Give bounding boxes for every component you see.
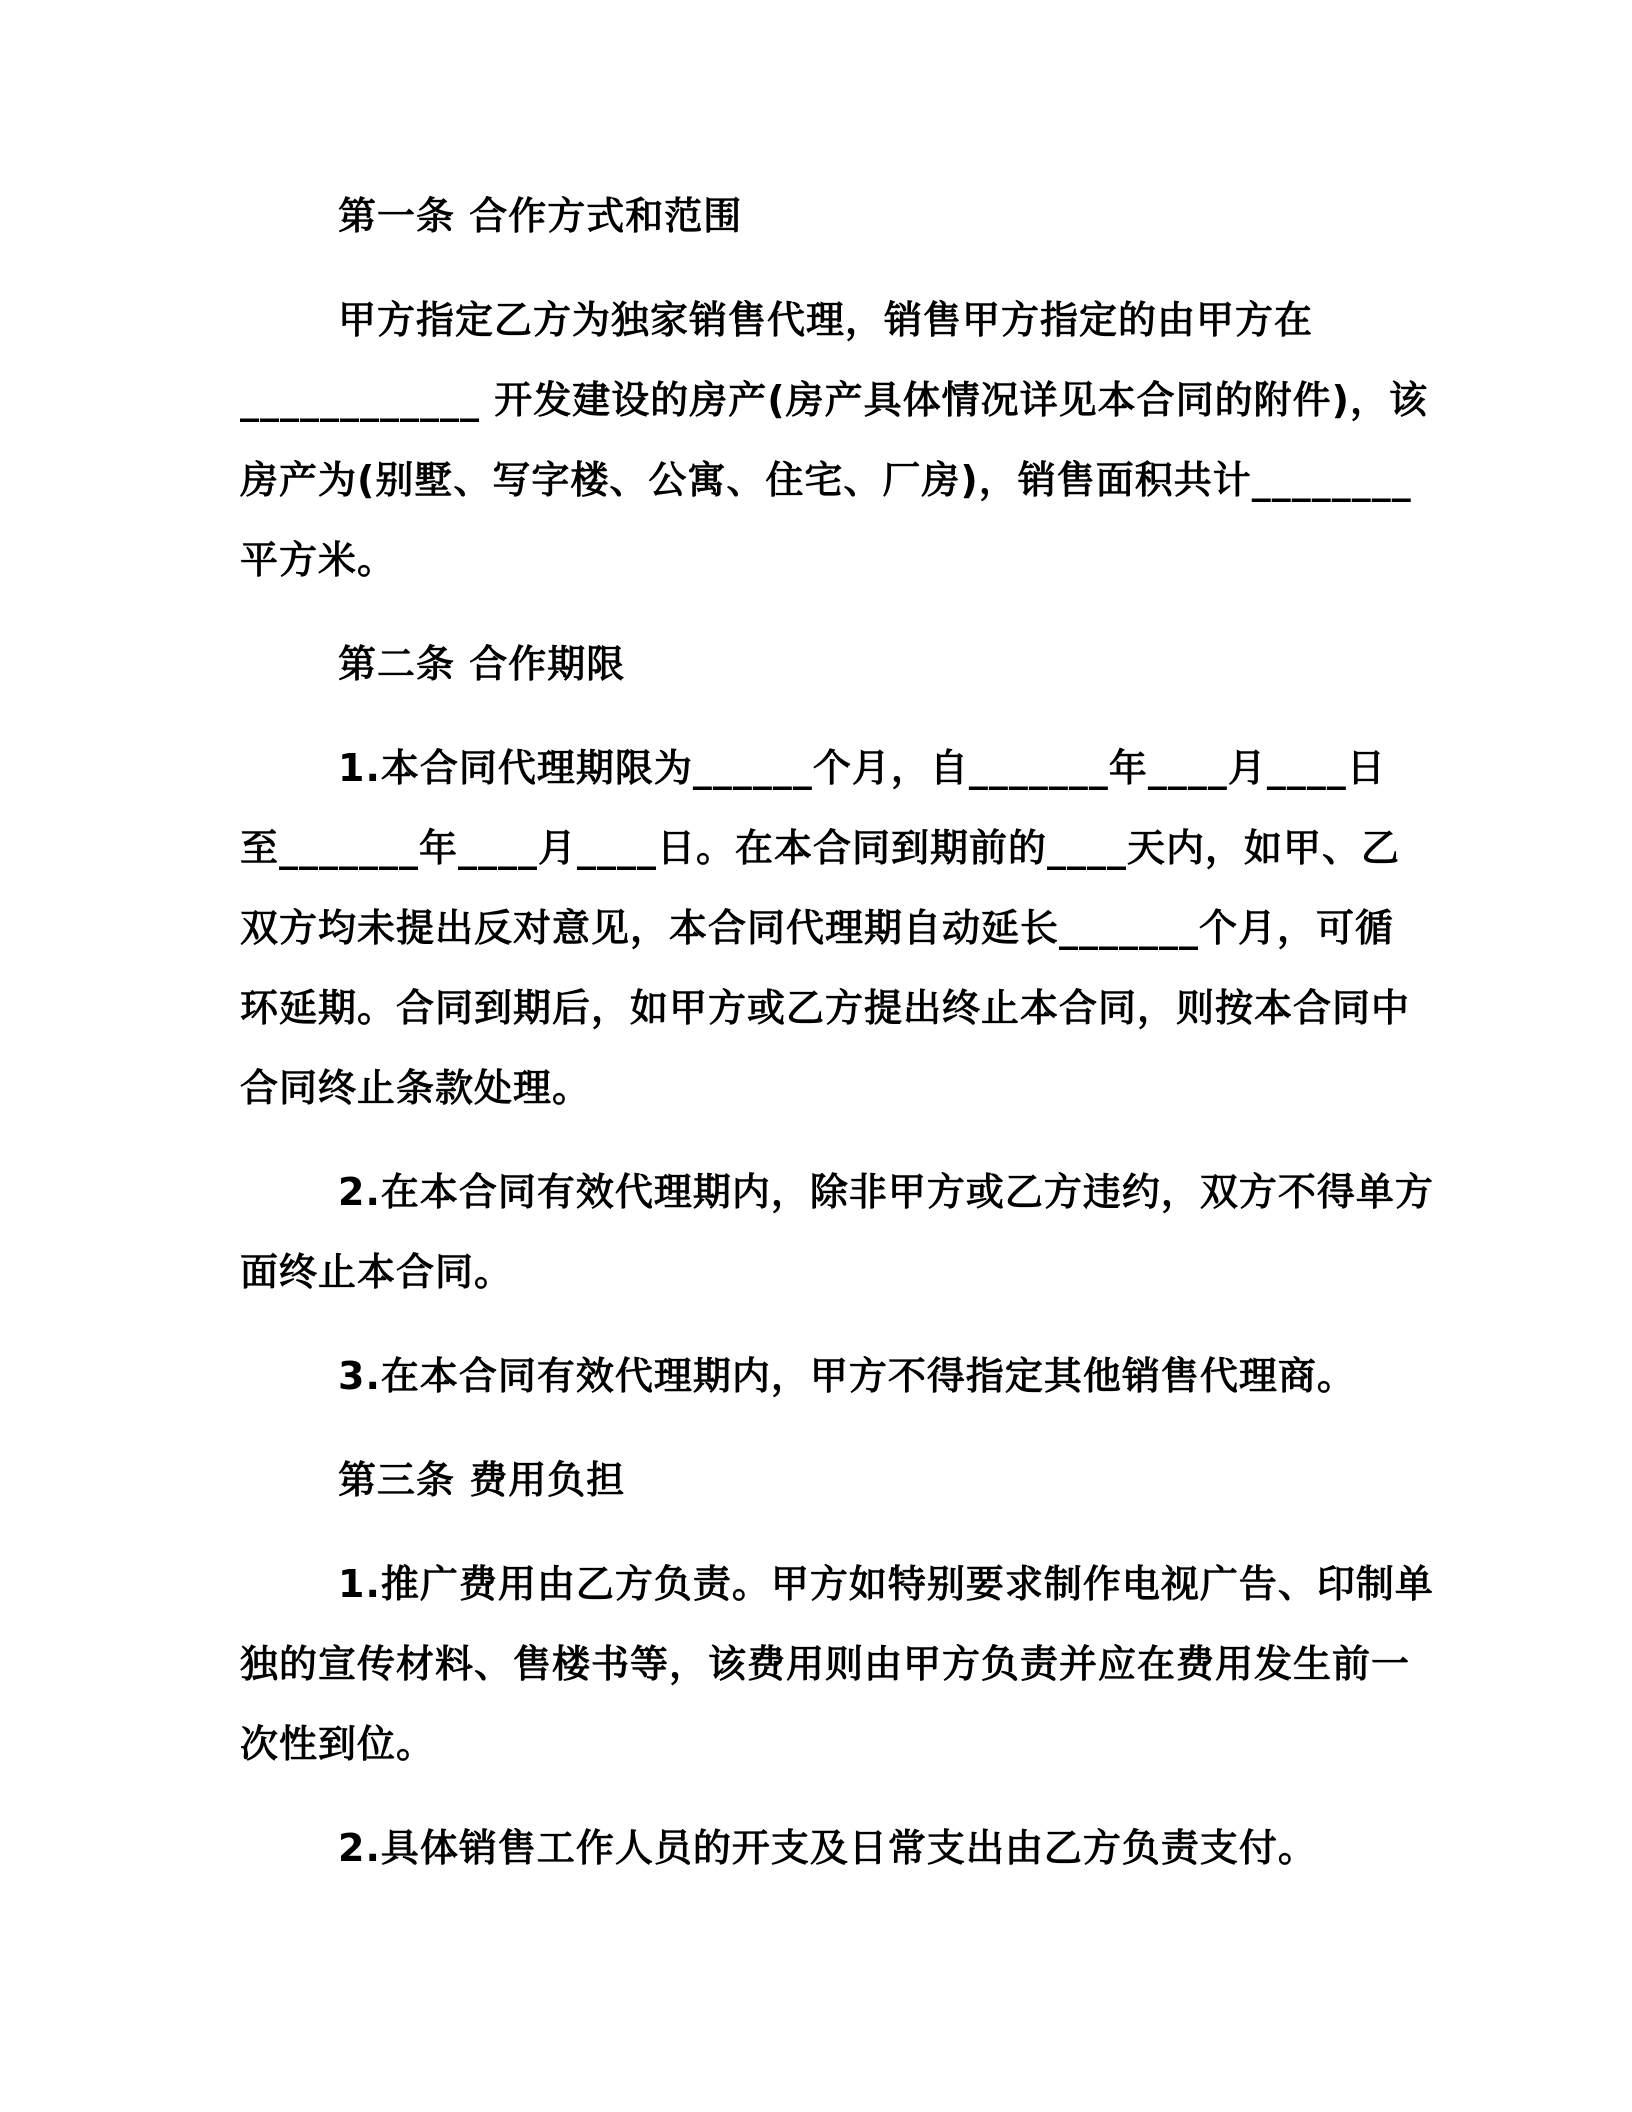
text-line: 2.具体销售工作人员的开支及日常支出由乙方负责支付。 (338, 1826, 1317, 1870)
text-line-with-blank-field: 1.本合同代理期限为______个月，自_______年____月____日 (338, 746, 1386, 790)
text-line: 环延期。合同到期后，如甲方或乙方提出终止本合同，则按本合同中 (240, 986, 1411, 1030)
article-2-heading: 第二条 合作期限 (338, 642, 626, 686)
text-line: 1.推广费用由乙方负责。甲方如特别要求制作电视广告、印制单 (338, 1562, 1434, 1606)
article-3-heading: 第三条 费用负担 (338, 1458, 626, 1502)
article-2-clause-2 (240, 1152, 1434, 1312)
text-line: 平方米。 (240, 538, 397, 582)
text-line: 次性到位。 (240, 1722, 436, 1766)
article-3-clause-2 (240, 1808, 1400, 1888)
article-3-heading-block (240, 1440, 1400, 1520)
article-2-clause-3 (240, 1336, 1400, 1416)
text-line: 独的宣传材料、售楼书等，该费用则由甲方负责并应在费用发生前一 (240, 1642, 1411, 1686)
article-1-heading-block (240, 176, 1400, 256)
document-content (240, 176, 1434, 1912)
article-1-heading: 第一条 合作方式和范围 (338, 194, 743, 238)
text-line: 3.在本合同有效代理期内，甲方不得指定其他销售代理商。 (338, 1354, 1356, 1398)
text-line-with-blank-field: 房产为(别墅、写字楼、公寓、住宅、厂房)，销售面积共计________ (240, 458, 1412, 502)
text-line: 2.在本合同有效代理期内，除非甲方或乙方违约，双方不得单方 (338, 1170, 1434, 1214)
text-line: 甲方指定乙方为独家销售代理，销售甲方指定的由甲方在 (338, 298, 1314, 342)
article-2-clause-1 (240, 728, 1411, 1128)
text-line-with-blank-field: 至_______年____月____日。在本合同到期前的____天内，如甲、乙 (240, 826, 1401, 870)
text-line-with-blank-field: ____________ 开发建设的房产(房产具体情况详见本合同的附件)，该 (240, 378, 1428, 422)
text-line-with-blank-field: 双方均未提出反对意见，本合同代理期自动延长_______个月，可循 (240, 906, 1395, 950)
text-line: 合同终止条款处理。 (240, 1066, 592, 1110)
article-2-heading-block (240, 624, 1400, 704)
article-1-paragraph (240, 280, 1428, 600)
text-line: 面终止本合同。 (240, 1250, 514, 1294)
article-3-clause-1 (240, 1544, 1434, 1784)
